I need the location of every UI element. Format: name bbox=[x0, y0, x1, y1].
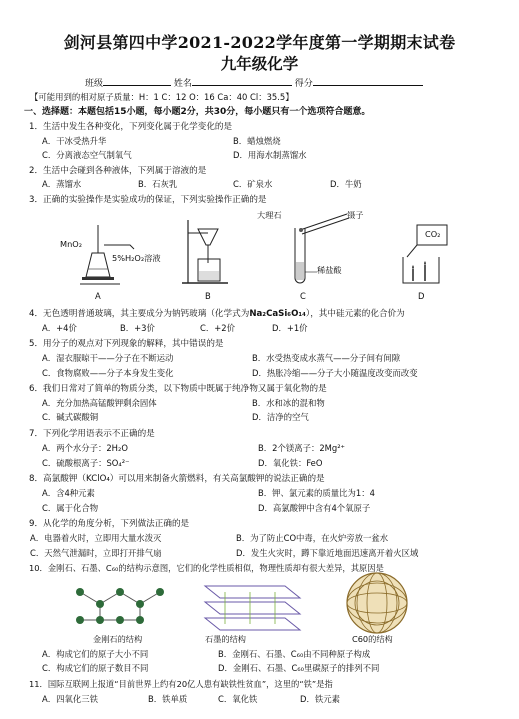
co2-beaker-candle-icon bbox=[395, 215, 475, 290]
q10-option-a: A．构成它们的原子大小不同 bbox=[42, 649, 149, 659]
q9-option-c: C．天然气泄漏时，立即打开排气扇 bbox=[30, 548, 162, 558]
q3-fig-c-label-marble: 大理石 bbox=[257, 210, 282, 220]
q8-option-c: C．属于化合物 bbox=[42, 503, 99, 513]
q10-caption-diamond: 金刚石的结构 bbox=[93, 634, 143, 644]
q8-stem: 8．高氯酸钾（KClO₄）可以用来制备火箭燃料，有关高氯酸钾的说法正确的是 bbox=[29, 474, 325, 484]
q4-formula: Na₂CaSi₆O₁₄ bbox=[249, 309, 306, 319]
q7-option-d: D．氧化铁：FeO bbox=[258, 458, 323, 468]
q6-stem: 6．我们日常对了简单的物质分类，以下物质中既属于纯净物又属于氧化物的是 bbox=[29, 384, 327, 394]
q4-option-b: B．+3价 bbox=[120, 323, 155, 333]
diamond-structure bbox=[70, 580, 170, 632]
q3-figure-b bbox=[180, 215, 240, 290]
q10-option-c: C．构成它们的原子数目不同 bbox=[42, 663, 149, 673]
q1-option-d: D．用海水制蒸馏水 bbox=[233, 150, 307, 160]
q3-figure-a bbox=[60, 215, 170, 290]
q3-fig-a-label-mno2: MnO₂ bbox=[60, 239, 82, 249]
q4-stem-post: ），其中硅元素的化合价为 bbox=[305, 309, 405, 319]
q5-option-d: D．热胀冷缩——分子大小随温度改变而改变 bbox=[252, 368, 418, 378]
exam-subtitle: 九年级化学 bbox=[220, 54, 299, 73]
q7-option-b: B．2个镁离子：2Mg²⁺ bbox=[258, 443, 345, 453]
q11-option-b: B．铁单质 bbox=[148, 694, 188, 704]
q10-caption-c60: C60的结构 bbox=[352, 634, 393, 644]
q11-stem: 11．国际互联网上报道“目前世界上约有20亿人患有缺铁性贫血”，这里的“铁”是指 bbox=[29, 679, 333, 689]
q3-stem: 3．正确的实验操作是实验成功的保证，下列实验操作正确的是 bbox=[29, 195, 267, 205]
q3-option-b: B bbox=[205, 291, 211, 301]
graphite-layers-icon bbox=[195, 576, 305, 634]
q10-caption-graphite: 石墨的结构 bbox=[205, 634, 246, 644]
q9-option-b: B．为了防止CO中毒，在火炉旁放一盆水 bbox=[236, 533, 389, 543]
q7-option-a: A．两个水分子：2H₂O bbox=[42, 443, 128, 453]
q8-option-b: B．钾、氯元素的质量比为1：4 bbox=[258, 488, 375, 498]
name-blank[interactable] bbox=[192, 76, 292, 86]
q8-option-a: A．含4种元素 bbox=[42, 488, 95, 498]
q5-stem: 5．用分子的观点对下列现象的解释，其中错误的是 bbox=[29, 339, 224, 349]
graphite-structure bbox=[195, 576, 305, 634]
q9-option-a: A．电器着火时，立即用大量水泼灭 bbox=[30, 533, 162, 543]
test-tube-tweezers-icon bbox=[255, 210, 380, 292]
name-label: 姓名 bbox=[173, 79, 192, 89]
q6-option-c: C．碱式碳酸铜 bbox=[42, 412, 99, 422]
exam-title: 剑河县第四中学2021-2022学年度第一学期期末试卷 bbox=[63, 33, 456, 52]
q3-option-a: A bbox=[95, 291, 101, 301]
q3-fig-c-label-acid: 稀盐酸 bbox=[317, 265, 342, 275]
score-label: 得分 bbox=[294, 79, 313, 89]
q8-option-d: D．高氯酸钾中含有4个氧原子 bbox=[258, 503, 371, 513]
q5-option-b: B．水受热变成水蒸气——分子间有间隙 bbox=[252, 353, 401, 363]
q10-option-b: B．金刚石、石墨、C₆₀由不同种原子构成 bbox=[218, 649, 371, 659]
q10-option-d: D．金刚石、石墨、C₆₀里碳原子的排列不同 bbox=[218, 663, 380, 673]
q3-fig-a-label-h2o2: 5%H₂O₂溶液 bbox=[112, 253, 161, 263]
atomic-mass-note: 【可能用到的相对原子质量：H：1 C：12 O：16 Ca：40 Cl：35.5】 bbox=[30, 92, 294, 102]
q1-stem: 1．生活中发生各种变化，下列变化属于化学变化的是 bbox=[29, 122, 233, 132]
q2-option-c: C．矿泉水 bbox=[233, 179, 273, 189]
q5-option-c: C．食物腐败——分子本身发生变化 bbox=[42, 368, 174, 378]
diamond-lattice-icon bbox=[70, 580, 170, 632]
q3-fig-c-label-tweezers: 镊子 bbox=[347, 210, 364, 220]
q4-stem bbox=[29, 307, 405, 319]
q4-option-c: C．+2价 bbox=[200, 323, 235, 333]
q1-option-c: C．分离液态空气制氧气 bbox=[42, 150, 132, 160]
q6-option-a: A．充分加热高锰酸钾剩余固体 bbox=[42, 398, 157, 408]
q7-option-c: C．硫酸根离子：SO₄²⁻ bbox=[42, 458, 130, 468]
q11-option-d: D．铁元素 bbox=[300, 694, 340, 704]
q9-stem: 9．从化学的角度分析，下列做法正确的是 bbox=[29, 519, 190, 529]
score-blank[interactable] bbox=[313, 76, 423, 86]
q7-stem: 7．下列化学用语表示不正确的是 bbox=[29, 429, 155, 439]
class-blank[interactable] bbox=[103, 76, 171, 86]
q3-option-d: D bbox=[418, 291, 425, 301]
q3-option-c: C bbox=[300, 291, 306, 301]
c60-sphere-icon bbox=[338, 570, 416, 636]
q3-figure-d bbox=[395, 215, 475, 290]
q3-fig-d-label-co2: CO₂ bbox=[425, 229, 441, 239]
q2-stem: 2．生活中会碰到各种液体，下列属于溶液的是 bbox=[29, 166, 207, 176]
q2-option-b: B．石灰乳 bbox=[138, 179, 178, 189]
student-info-line bbox=[85, 76, 423, 89]
q2-option-d: D．牛奶 bbox=[330, 179, 362, 189]
q11-option-c: C．氧化铁 bbox=[218, 694, 258, 704]
q9-option-d: D．发生火灾时，蹲下靠近地面迅速离开着火区域 bbox=[236, 548, 419, 558]
q6-option-b: B．水和冰的混和物 bbox=[252, 398, 325, 408]
q2-option-a: A．蒸馏水 bbox=[42, 179, 82, 189]
funnel-filter-icon bbox=[180, 215, 240, 290]
q4-stem-pre: 4．无色透明普通玻璃，其主要成分为钠钙玻璃（化学式为 bbox=[29, 309, 250, 319]
section-heading: 一、选择题：本题包括15小题，每小题2分，共30分，每小题只有一个选项符合题意。 bbox=[24, 107, 371, 117]
q4-option-d: D．+1价 bbox=[272, 323, 308, 333]
q10-stem: 10．金刚石、石墨、C₆₀的结构示意图，它们的化学性质相似，物理性质却有很大差异，其原因是 bbox=[29, 563, 384, 573]
q11-option-a: A．四氧化三铁 bbox=[42, 694, 98, 704]
q1-option-b: B．蜡烛燃烧 bbox=[233, 136, 281, 146]
q4-option-a: A．+4价 bbox=[42, 323, 77, 333]
q1-option-a: A．干冰受热升华 bbox=[42, 136, 107, 146]
q3-figure-c bbox=[255, 210, 380, 292]
q5-option-a: A．湿衣服晾干——分子在不断运动 bbox=[42, 353, 174, 363]
c60-structure bbox=[338, 570, 416, 636]
class-label: 班级 bbox=[85, 79, 104, 89]
q6-option-d: D．洁净的空气 bbox=[252, 412, 309, 422]
